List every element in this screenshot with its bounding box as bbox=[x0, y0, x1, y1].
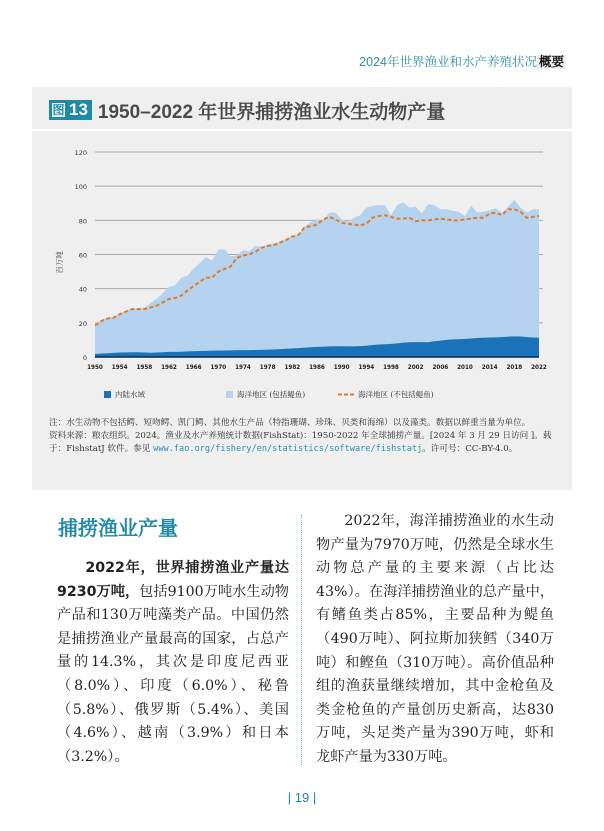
x-tick-label: 2002 bbox=[407, 364, 424, 371]
x-tick-label: 1962 bbox=[161, 364, 177, 371]
x-tick-label: 2006 bbox=[432, 364, 449, 371]
figure-badge bbox=[49, 100, 92, 120]
y-tick-label: 80 bbox=[78, 217, 87, 226]
x-tick-label: 2010 bbox=[457, 364, 473, 371]
source-link[interactable]: www.fao.org/fishery/en/statistics/software/fishstatj bbox=[153, 444, 423, 454]
figure-title-text: 1950–2022 年世界捕捞渔业水生动物产量 bbox=[97, 101, 446, 123]
left-bold-lead: 2022年，世界捕捞渔业产量达9230万吨， bbox=[57, 560, 289, 600]
y-tick-label: 120 bbox=[74, 149, 87, 157]
running-header-bold: 概要 bbox=[538, 55, 564, 69]
legend-label-marine-incl: 海洋地区 (包括鳀鱼) bbox=[237, 390, 306, 399]
x-tick-label: 1954 bbox=[111, 364, 128, 371]
x-tick-label: 1994 bbox=[358, 364, 375, 371]
right-column bbox=[316, 510, 554, 770]
x-tick-label: 1978 bbox=[259, 364, 276, 371]
figure-badge-prefix: 图 bbox=[52, 103, 65, 117]
running-header-title: 2024年世界渔业和水产养殖状况 bbox=[359, 55, 537, 69]
y-tick-label: 0 bbox=[82, 354, 87, 362]
left-column bbox=[57, 557, 289, 769]
x-tick-label: 1958 bbox=[136, 364, 153, 371]
figure-title bbox=[49, 99, 445, 121]
x-tick-label: 1970 bbox=[210, 364, 227, 371]
x-tick-label: 2022 bbox=[531, 364, 547, 371]
legend-label-marine-excl: 海洋地区 (不包括鳀鱼) bbox=[358, 390, 434, 399]
source-text: 资料来源：粮农组织。2024。渔业及水产养殖统计数据(FishStat)：1950-2022 年全球捕捞产量。[2024 年 3 月 29 日访问 ]。载于：FishstatJ 软件。参见 www.fao.org/fishery/en/statistics/software/fishstatj。许可号：CC-BY-4.0。 bbox=[49, 431, 552, 454]
y-tick-label: 20 bbox=[78, 319, 87, 328]
y-tick-label: 100 bbox=[74, 183, 87, 192]
marine-incl-anchoveta-area bbox=[95, 200, 539, 357]
right-paragraph: 2022年，海洋捕捞渔业的水生动物产量为7970万吨，仍然是全球水生动物总产量的主要来源（占比达43%）。在海洋捕捞渔业的总产量中，有鳍鱼类占85%，主要品种为鳀鱼（490万吨）、阿拉斯加狭鳕（340万吨）和鲣鱼（310万吨）。高价值品种组的渔获量继续增加，其中金枪鱼及类金枪鱼的产量创历史新高，达830万吨，头足类产量为390万吨，虾和龙虾产量为330万吨。 bbox=[316, 513, 554, 765]
x-tick-label: 1950 bbox=[87, 364, 103, 371]
section-title: 捕捞渔业产量 bbox=[58, 518, 178, 540]
x-tick-label: 1966 bbox=[185, 364, 202, 371]
left-paragraph: 2022年，世界捕捞渔业产量达9230万吨，包括9100万吨水生动物产品和130万吨藻类产品。中国仍然是捕捞渔业产量最高的国家，占总产量的14.3%，其次是印度尼西亚（8.0%）、印度（6.0%）、秘鲁（5.8%）、俄罗斯（5.4%）、美国（4.6%）、越南（3.9%）和日本（3.2%）。 bbox=[57, 560, 289, 765]
legend-label-inland: 内陆水域 bbox=[115, 390, 145, 399]
figure-notes bbox=[49, 417, 559, 456]
y-tick-label: 40 bbox=[78, 285, 87, 294]
y-axis-label: 百万吨 bbox=[55, 251, 64, 274]
legend-swatch-marine-incl bbox=[226, 391, 233, 398]
figure-panel bbox=[32, 87, 572, 490]
figure-number: 13 bbox=[69, 100, 88, 119]
legend-swatch-inland bbox=[104, 391, 111, 398]
x-tick-label: 1986 bbox=[309, 364, 325, 371]
x-tick-label: 1982 bbox=[284, 364, 301, 371]
page-number: | 19 | bbox=[287, 790, 317, 805]
x-tick-label: 1998 bbox=[383, 364, 399, 371]
x-tick-label: 2014 bbox=[481, 364, 498, 371]
note-text: 注：水生动物不包括鳄、短吻鳄、凯门鳄、其他水生产品（特指珊瑚、珍珠、贝类和海绵）以及藻类。数据以鲜重当量为单位。 bbox=[49, 418, 531, 428]
x-tick-label: 1990 bbox=[333, 364, 350, 371]
x-tick-label: 1974 bbox=[235, 364, 251, 371]
y-tick-label: 60 bbox=[78, 251, 87, 260]
x-tick-label: 2018 bbox=[506, 364, 523, 371]
running-header bbox=[359, 52, 566, 70]
column-divider bbox=[301, 515, 302, 765]
area-chart bbox=[32, 131, 572, 417]
chart-legend bbox=[104, 389, 434, 399]
